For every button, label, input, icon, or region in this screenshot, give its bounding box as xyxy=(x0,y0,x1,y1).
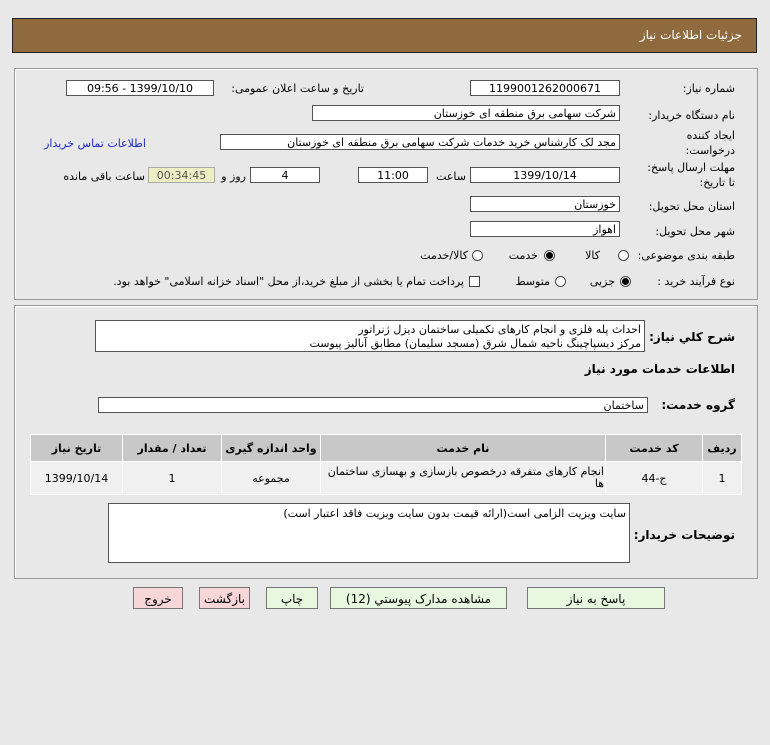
process-radio-minor[interactable] xyxy=(620,276,631,287)
description-label: شرح کلي نیاز: xyxy=(649,330,735,344)
cell-code: ج-44 xyxy=(606,462,703,495)
col-row: ردیف xyxy=(703,435,742,462)
creator-label: ایجاد کننده xyxy=(686,129,735,142)
category-radio-goods[interactable] xyxy=(618,250,629,261)
category-label: طبقه بندی موضوعی: xyxy=(637,249,735,262)
need-number-label: شماره نیاز: xyxy=(682,82,735,95)
category-option-goods-service: کالا/خدمت xyxy=(420,249,468,262)
city-label: شهر محل تحویل: xyxy=(655,225,735,238)
category-option-goods: کالا xyxy=(585,249,600,262)
view-documents-button[interactable]: مشاهده مدارک پیوستي (12) xyxy=(330,587,507,609)
deadline-time-field: 11:00 xyxy=(358,167,428,183)
table-header-row xyxy=(31,435,742,462)
announce-field: 1399/10/10 - 09:56 xyxy=(66,80,214,96)
process-option-minor: جزیی xyxy=(589,275,615,288)
notes-label: توضیحات خریدار: xyxy=(633,528,735,542)
remaining-label: ساعت باقی مانده xyxy=(63,170,145,183)
province-label: استان محل تحویل: xyxy=(648,200,735,213)
deadline-date-field: 1399/10/14 xyxy=(470,167,620,183)
col-name: نام خدمت xyxy=(321,435,606,462)
remaining-time-field: 00:34:45 xyxy=(148,167,215,183)
col-date: تاریخ نیاز xyxy=(31,435,123,462)
days-label: روز و xyxy=(221,170,246,183)
details-panel xyxy=(14,68,758,300)
payment-note: پرداخت تمام یا بخشی از مبلغ خرید،از محل "اسناد خزانه اسلامی" خواهد بود. xyxy=(113,275,464,288)
deadline-label-2: تا تاریخ: xyxy=(699,176,735,189)
table-row xyxy=(31,462,742,495)
description-line-1: احداث پله فلزی و انجام کارهای تکمیلی ساختمان دیزل ژنراتور xyxy=(358,323,641,336)
reply-button[interactable]: پاسخ به نیاز xyxy=(527,587,665,609)
back-button[interactable]: بازگشت xyxy=(199,587,250,609)
service-group-label: گروه خدمت: xyxy=(661,398,735,412)
contact-info-link[interactable]: اطلاعات تماس خریدار xyxy=(44,137,146,150)
cell-unit: مجموعه xyxy=(222,462,321,495)
exit-button[interactable]: خروج xyxy=(133,587,183,609)
services-title: اطلاعات خدمات مورد نیاز xyxy=(584,362,735,376)
deadline-label: مهلت ارسال پاسخ: xyxy=(647,161,735,174)
description-line-2: مرکز دیسپاچینگ ناحیه شمال شرق (مسجد سلیمان) مطابق آنالیز پیوست xyxy=(309,337,641,350)
time-label: ساعت xyxy=(436,170,466,183)
process-label: نوع فرآیند خرید : xyxy=(657,275,735,288)
print-button[interactable]: چاپ xyxy=(266,587,318,609)
cell-row: 1 xyxy=(703,462,742,495)
col-unit: واحد اندازه گیری xyxy=(222,435,321,462)
cell-name: انجام کارهای متفرقه درخصوص بازسازی و بهسازی ساختمان ها xyxy=(321,462,606,495)
need-number-field: 1199001262000671 xyxy=(470,80,620,96)
category-radio-service[interactable] xyxy=(544,250,555,261)
announce-label: تاریخ و ساعت اعلان عمومی: xyxy=(231,82,364,95)
page-title: جزئیات اطلاعات نیاز xyxy=(639,28,742,42)
creator-label-2: درخواست: xyxy=(685,144,735,157)
notes-box: سایت ویزیت الزامی است(ارائه قیمت بدون سایت ویزیت فاقد اعتبار است) xyxy=(108,503,630,563)
description-box xyxy=(95,320,645,352)
buyer-field: شرکت سهامی برق منطقه ای خوزستان xyxy=(312,105,620,121)
services-table xyxy=(30,434,742,495)
city-field: اهواز xyxy=(470,221,620,237)
page-header xyxy=(12,18,757,53)
province-field: خوزستان xyxy=(470,196,620,212)
payment-checkbox[interactable] xyxy=(469,276,480,287)
buyer-label: نام دستگاه خریدار: xyxy=(648,109,735,122)
service-group-field: ساختمان xyxy=(98,397,648,413)
category-option-service: خدمت xyxy=(508,249,538,262)
category-radio-goods-service[interactable] xyxy=(472,250,483,261)
cell-qty: 1 xyxy=(123,462,222,495)
col-qty: تعداد / مقدار xyxy=(123,435,222,462)
creator-field: مجد لک کارشناس خرید خدمات شرکت سهامی برق منطقه ای خوزستان xyxy=(220,134,620,150)
cell-date: 1399/10/14 xyxy=(31,462,123,495)
process-option-medium: متوسط xyxy=(515,275,550,288)
days-field: 4 xyxy=(250,167,320,183)
col-code: کد خدمت xyxy=(606,435,703,462)
process-radio-medium[interactable] xyxy=(555,276,566,287)
